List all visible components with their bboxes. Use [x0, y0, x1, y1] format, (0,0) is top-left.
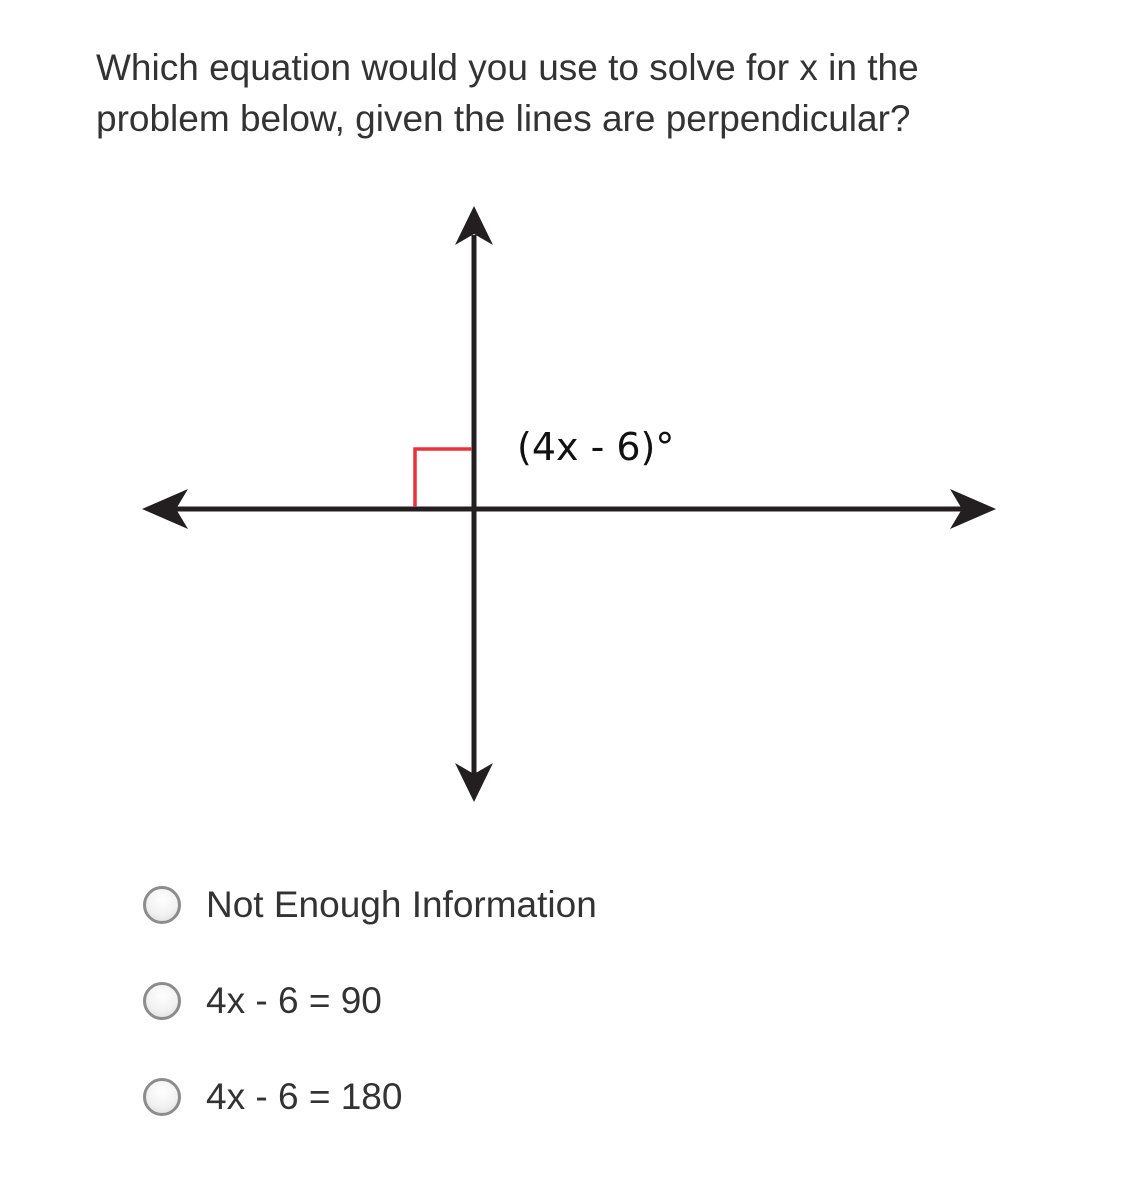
- question-line-1: Which equation would you use to solve for x in the: [96, 47, 919, 88]
- question-line-2: problem below, given the lines are perpendicular?: [96, 98, 911, 139]
- left-arrowhead: [142, 489, 188, 529]
- answer-options: [143, 878, 597, 1166]
- radio-button[interactable]: [143, 886, 181, 924]
- option-label: 4x - 6 = 90: [206, 980, 382, 1021]
- down-arrowhead: [455, 763, 493, 802]
- option-4x-6-equals-90[interactable]: [143, 974, 597, 1070]
- option-4x-6-equals-180[interactable]: [143, 1070, 597, 1166]
- option-label: 4x - 6 = 180: [206, 1076, 403, 1117]
- up-arrowhead: [455, 206, 493, 245]
- right-arrowhead: [950, 489, 996, 529]
- radio-button[interactable]: [143, 1078, 181, 1116]
- right-angle-marker: [415, 449, 472, 507]
- angle-label: (4x - 6)°: [517, 425, 675, 469]
- option-not-enough-information[interactable]: [143, 878, 597, 974]
- radio-button[interactable]: [143, 982, 181, 1020]
- question-text: [96, 42, 1056, 144]
- option-label: Not Enough Information: [206, 884, 597, 925]
